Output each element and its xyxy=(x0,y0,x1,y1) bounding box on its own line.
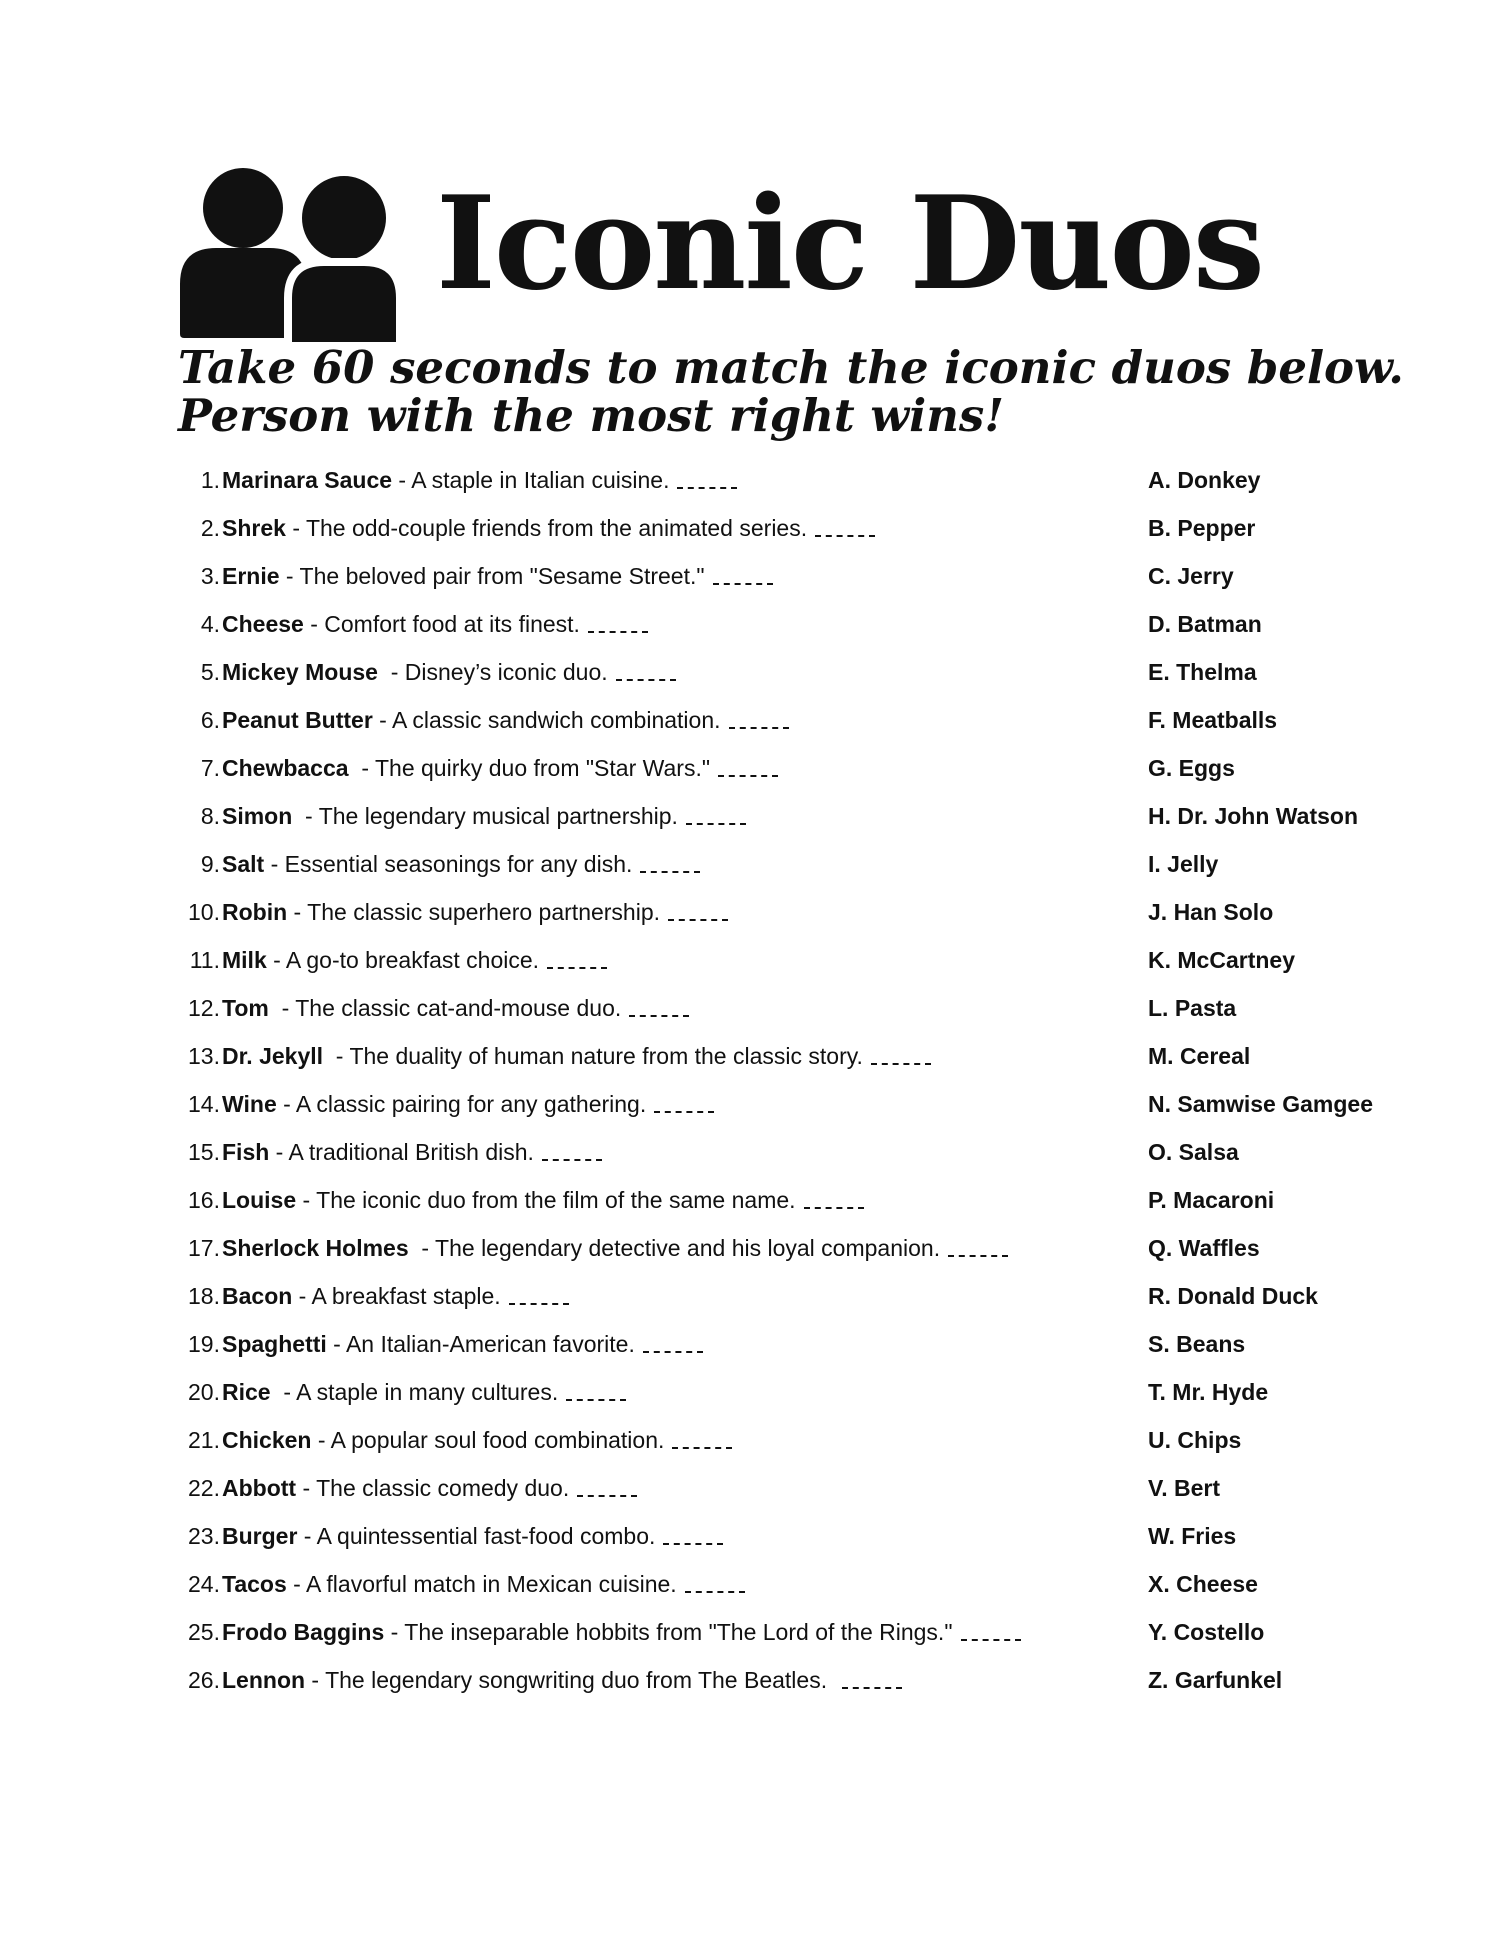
question-description: - The duality of human nature from the classic story. xyxy=(323,1042,863,1069)
answer-option: O. Salsa xyxy=(1148,1138,1239,1165)
question-description: - A breakfast staple. xyxy=(292,1282,501,1309)
question-item xyxy=(178,552,1078,600)
question-name: Shrek xyxy=(222,514,286,541)
question-description: - The legendary musical partnership. xyxy=(292,802,678,829)
question-description: - The beloved pair from "Sesame Street." xyxy=(279,562,705,589)
question-number: 17. xyxy=(188,1234,220,1261)
question-description: - The classic cat-and-mouse duo. xyxy=(268,994,622,1021)
question-description: - Essential seasonings for any dish. xyxy=(264,850,633,877)
question-name: Mickey Mouse xyxy=(222,658,378,685)
question-name: Peanut Butter xyxy=(222,706,373,733)
question-item xyxy=(178,456,1078,504)
question-number: 11. xyxy=(189,946,220,973)
question-number: 22. xyxy=(188,1474,220,1501)
question-name: Robin xyxy=(222,898,288,925)
answer-blank[interactable] xyxy=(871,1063,931,1065)
answer-blank[interactable] xyxy=(663,1543,723,1545)
answer-option: R. Donald Duck xyxy=(1148,1282,1318,1309)
question-description: - A popular soul food combination. xyxy=(311,1426,665,1453)
question-number: 8. xyxy=(200,802,220,829)
question-name: Cheese xyxy=(222,610,304,637)
question-item xyxy=(178,1320,1078,1368)
answer-blank[interactable] xyxy=(547,967,607,969)
question-number: 9. xyxy=(200,850,220,877)
question-description: - Comfort food at its finest. xyxy=(303,610,580,637)
question-description: - A quintessential fast-food combo. xyxy=(297,1522,656,1549)
question-description: - A flavorful match in Mexican cuisine. xyxy=(286,1570,677,1597)
question-name: Rice xyxy=(222,1378,271,1405)
question-description: - The quirky duo from "Star Wars." xyxy=(348,754,710,781)
question-item xyxy=(178,504,1078,552)
question-item xyxy=(178,1032,1078,1080)
question-number: 4. xyxy=(200,610,220,637)
answer-option: N. Samwise Gamgee xyxy=(1148,1090,1373,1117)
question-name: Fish xyxy=(222,1138,270,1165)
question-item xyxy=(178,984,1078,1032)
answer-blank[interactable] xyxy=(842,1687,902,1689)
question-number: 2. xyxy=(200,514,220,541)
question-description: - The legendary detective and his loyal companion. xyxy=(408,1234,941,1261)
question-name: Ernie xyxy=(222,562,280,589)
question-number: 21. xyxy=(188,1426,220,1453)
answer-blank[interactable] xyxy=(677,487,737,489)
answer-option: E. Thelma xyxy=(1148,658,1257,685)
answer-blank[interactable] xyxy=(672,1447,732,1449)
answer-option: Y. Costello xyxy=(1148,1618,1265,1645)
question-item xyxy=(178,1128,1078,1176)
question-item xyxy=(178,696,1078,744)
question-name: Milk xyxy=(222,946,267,973)
instructions-line-2: Person with the most right wins! xyxy=(178,389,1004,442)
answer-option: U. Chips xyxy=(1148,1426,1242,1453)
question-description: - A go-to breakfast choice. xyxy=(266,946,540,973)
question-name: Bacon xyxy=(222,1282,293,1309)
question-name: Salt xyxy=(222,850,265,877)
answer-blank[interactable] xyxy=(815,535,875,537)
question-name: Dr. Jekyll xyxy=(222,1042,324,1069)
question-item xyxy=(178,792,1078,840)
question-description: - A staple in many cultures. xyxy=(270,1378,559,1405)
question-name: Marinara Sauce xyxy=(222,466,393,493)
question-description: - A classic sandwich combination. xyxy=(372,706,721,733)
answer-blank[interactable] xyxy=(629,1015,689,1017)
question-number: 20. xyxy=(188,1378,220,1405)
question-item xyxy=(178,936,1078,984)
question-number: 10. xyxy=(188,898,220,925)
answer-option: I. Jelly xyxy=(1148,850,1219,877)
answer-blank[interactable] xyxy=(713,583,773,585)
question-number: 7. xyxy=(200,754,220,781)
question-number: 26. xyxy=(188,1666,220,1693)
answer-blank[interactable] xyxy=(542,1159,602,1161)
page-title: Iconic Duos xyxy=(436,169,1263,319)
answer-blank[interactable] xyxy=(577,1495,637,1497)
question-item xyxy=(178,888,1078,936)
question-item xyxy=(178,1464,1078,1512)
question-description: - A staple in Italian cuisine. xyxy=(392,466,670,493)
answer-blank[interactable] xyxy=(804,1207,864,1209)
question-number: 6. xyxy=(200,706,220,733)
answer-option: D. Batman xyxy=(1148,610,1262,637)
question-number: 14. xyxy=(188,1090,220,1117)
question-item xyxy=(178,1608,1078,1656)
question-name: Louise xyxy=(222,1186,297,1213)
question-number: 3. xyxy=(200,562,220,589)
answer-blank[interactable] xyxy=(948,1255,1008,1257)
question-name: Wine xyxy=(222,1090,277,1117)
answer-blank[interactable] xyxy=(686,823,746,825)
question-description: - Disney’s iconic duo. xyxy=(377,658,608,685)
question-number: 16. xyxy=(188,1186,220,1213)
answer-option: P. Macaroni xyxy=(1148,1186,1275,1213)
question-description: - A classic pairing for any gathering. xyxy=(276,1090,647,1117)
question-name: Simon xyxy=(222,802,293,829)
answer-option: H. Dr. John Watson xyxy=(1148,802,1358,829)
question-number: 13. xyxy=(188,1042,220,1069)
question-description: - The inseparable hobbits from "The Lord of the Rings." xyxy=(384,1618,953,1645)
answer-option: C. Jerry xyxy=(1148,562,1234,589)
question-description: - The classic superhero partnership. xyxy=(287,898,661,925)
question-name: Abbott xyxy=(222,1474,297,1501)
question-name: Sherlock Holmes xyxy=(222,1234,409,1261)
answer-option: V. Bert xyxy=(1148,1474,1221,1501)
answer-blank[interactable] xyxy=(729,727,789,729)
question-name: Tom xyxy=(222,994,269,1021)
question-description: - The odd-couple friends from the animated series. xyxy=(285,514,808,541)
question-number: 25. xyxy=(188,1618,220,1645)
answer-option: W. Fries xyxy=(1148,1522,1237,1549)
question-name: Spaghetti xyxy=(222,1330,327,1357)
header xyxy=(178,166,418,346)
answer-option: F. Meatballs xyxy=(1148,706,1278,733)
answer-blank[interactable] xyxy=(668,919,728,921)
answer-option: G. Eggs xyxy=(1148,754,1235,781)
answer-option: A. Donkey xyxy=(1148,466,1261,493)
question-number: 18. xyxy=(188,1282,220,1309)
answer-blank[interactable] xyxy=(718,775,778,777)
answer-option: Q. Waffles xyxy=(1148,1234,1260,1261)
answer-option: S. Beans xyxy=(1148,1330,1246,1357)
question-number: 15. xyxy=(188,1138,220,1165)
question-list xyxy=(178,456,1078,1704)
question-item xyxy=(178,648,1078,696)
question-number: 23. xyxy=(188,1522,220,1549)
instructions xyxy=(178,341,1438,442)
question-name: Burger xyxy=(222,1522,298,1549)
question-item xyxy=(178,1272,1078,1320)
question-name: Lennon xyxy=(222,1666,306,1693)
two-people-icon xyxy=(178,166,418,346)
answer-option: J. Han Solo xyxy=(1148,898,1274,925)
answer-option: B. Pepper xyxy=(1148,514,1256,541)
question-item xyxy=(178,1512,1078,1560)
answer-option: K. McCartney xyxy=(1148,946,1295,973)
answer-blank[interactable] xyxy=(566,1399,626,1401)
answer-option: X. Cheese xyxy=(1148,1570,1258,1597)
answer-option: T. Mr. Hyde xyxy=(1148,1378,1269,1405)
answer-list xyxy=(1148,456,1468,1704)
answer-blank[interactable] xyxy=(961,1639,1021,1641)
answer-blank[interactable] xyxy=(616,679,676,681)
question-item xyxy=(178,1080,1078,1128)
question-item xyxy=(178,1176,1078,1224)
question-item xyxy=(178,1368,1078,1416)
question-number: 5. xyxy=(200,658,220,685)
answer-option: Z. Garfunkel xyxy=(1148,1666,1283,1693)
answer-option: M. Cereal xyxy=(1148,1042,1251,1069)
question-item xyxy=(178,600,1078,648)
answer-blank[interactable] xyxy=(685,1591,745,1593)
question-description: - An Italian-American favorite. xyxy=(326,1330,635,1357)
question-description: - A traditional British dish. xyxy=(269,1138,534,1165)
answer-blank[interactable] xyxy=(654,1111,714,1113)
question-description: - The classic comedy duo. xyxy=(296,1474,570,1501)
answer-blank[interactable] xyxy=(643,1351,703,1353)
answer-option: L. Pasta xyxy=(1148,994,1237,1021)
question-item xyxy=(178,744,1078,792)
question-description: - The iconic duo from the film of the same name. xyxy=(296,1186,796,1213)
question-number: 19. xyxy=(188,1330,220,1357)
question-name: Chicken xyxy=(222,1426,312,1453)
question-item xyxy=(178,1416,1078,1464)
answer-blank[interactable] xyxy=(640,871,700,873)
question-number: 24. xyxy=(188,1570,220,1597)
question-name: Chewbacca xyxy=(222,754,349,781)
instructions-line-1: Take 60 seconds to match the iconic duos below. xyxy=(178,341,1404,394)
answer-blank[interactable] xyxy=(509,1303,569,1305)
question-item xyxy=(178,840,1078,888)
answer-blank[interactable] xyxy=(588,631,648,633)
question-item xyxy=(178,1224,1078,1272)
question-item xyxy=(178,1560,1078,1608)
question-number: 12. xyxy=(188,994,220,1021)
question-description: - The legendary songwriting duo from The Beatles. xyxy=(305,1666,834,1693)
question-item xyxy=(178,1656,1078,1704)
question-name: Frodo Baggins xyxy=(222,1618,385,1645)
question-number: 1. xyxy=(200,466,220,493)
question-name: Tacos xyxy=(222,1570,287,1597)
